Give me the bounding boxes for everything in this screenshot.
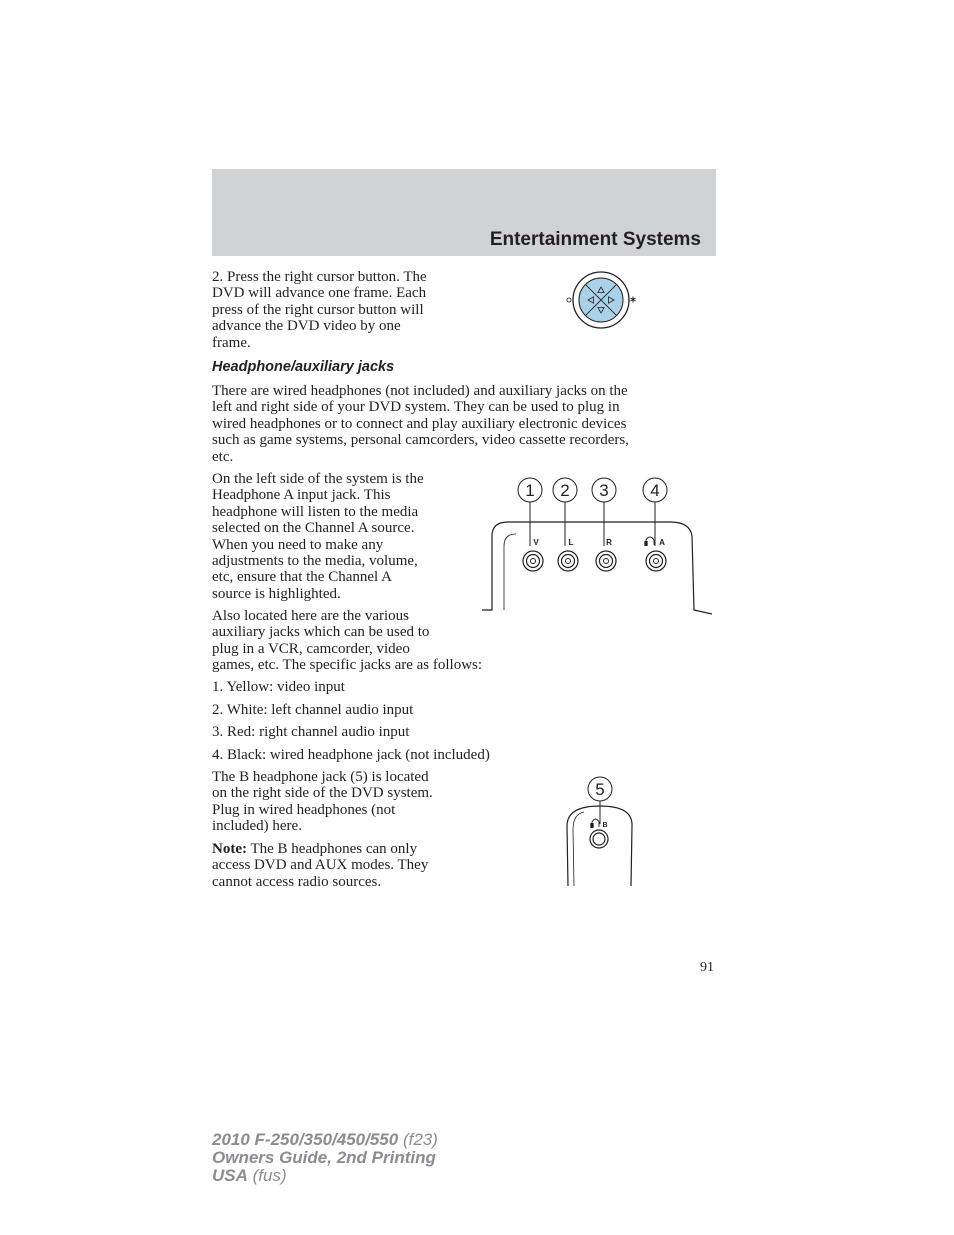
callout-4 xyxy=(643,478,667,546)
video-jack xyxy=(523,551,543,571)
auxiliary-paragraph xyxy=(212,608,482,674)
b-jack-illustration xyxy=(562,774,638,888)
section-header-band xyxy=(212,169,716,256)
text-line: adjustments to the media, volume, xyxy=(212,553,418,570)
jack-label-r: R xyxy=(606,538,612,547)
text-line: 2. Press the right cursor button. The xyxy=(212,269,427,285)
headphone-auxiliary-heading: Headphone/auxiliary jacks xyxy=(212,359,395,375)
text-line: on the right side of the DVD system. xyxy=(212,785,433,802)
list-item: 3. Red: right channel audio input xyxy=(212,724,410,740)
text-line: The B headphone jack (5) is located xyxy=(212,769,429,785)
text-line: etc. xyxy=(212,448,234,465)
callout-3-number: 3 xyxy=(599,481,609,500)
callout-4-number: 4 xyxy=(650,481,660,500)
asterisk-icon xyxy=(630,297,635,303)
text-line: Also located here are the various xyxy=(212,608,409,624)
jack-label-l: L xyxy=(568,538,574,547)
text-line: plug in a VCR, camcorder, video xyxy=(212,640,410,657)
page-number: 91 xyxy=(700,960,714,975)
document-footer xyxy=(212,1131,438,1185)
callout-2-number: 2 xyxy=(560,481,570,500)
section-title: Entertainment Systems xyxy=(489,229,701,250)
text-line: etc, ensure that the Channel A xyxy=(212,569,392,586)
jack-label-b: B xyxy=(602,822,608,829)
footer-market: USA xyxy=(212,1166,248,1185)
left-jacks-illustration xyxy=(480,474,716,620)
text-line: auxiliary jacks which can be used to xyxy=(212,624,430,641)
list-item: 1. Yellow: video input xyxy=(212,679,345,695)
text-line: access DVD and AUX modes. They xyxy=(212,857,429,874)
left-side-paragraph xyxy=(212,471,424,602)
headphone-b-jack xyxy=(590,830,608,848)
text-line: advance the DVD video by one xyxy=(212,318,401,335)
callout-1-number: 1 xyxy=(525,481,535,500)
text-line: Headphone A input jack. This xyxy=(212,487,391,504)
step-2-paragraph xyxy=(212,269,427,351)
jack-label-a: A xyxy=(659,538,665,547)
text-line: selected on the Channel A source. xyxy=(212,520,415,537)
text-line: press of the right cursor button will xyxy=(212,301,424,318)
note-paragraph xyxy=(212,841,428,890)
select-dot-icon xyxy=(567,298,571,302)
left-audio-jack xyxy=(558,551,578,571)
text-line: left and right side of your DVD system. They can be used to plug in xyxy=(212,399,620,416)
right-audio-jack xyxy=(596,551,616,571)
text-line: wired headphones or to connect and play auxiliary electronic devices xyxy=(212,415,627,432)
note-label: Note: xyxy=(212,841,247,857)
footer-market-code: (fus) xyxy=(247,1166,287,1185)
text-line: headphone will listen to the media xyxy=(212,503,419,520)
text-line: games, etc. The specific jacks are as follows: xyxy=(212,657,483,674)
text-line: frame. xyxy=(212,334,251,351)
list-item: 2. White: left channel audio input xyxy=(212,702,414,718)
text-line: On the left side of the system is the xyxy=(212,471,424,487)
callout-3 xyxy=(592,478,616,546)
text-line: When you need to make any xyxy=(212,536,384,553)
footer-model: 2010 F-250/350/450/550 xyxy=(212,1130,399,1149)
footer-edition: Owners Guide, 2nd Printing xyxy=(212,1148,436,1167)
dvd-housing-inner-edge xyxy=(573,812,584,886)
headphone-a-jack xyxy=(646,551,666,571)
text-line: such as game systems, personal camcorders, video cassette recorders, xyxy=(212,432,629,449)
dvd-housing-outline xyxy=(482,522,712,614)
text-line: cannot access radio sources. xyxy=(212,873,382,890)
intro-paragraph xyxy=(212,383,629,465)
callout-2 xyxy=(553,478,577,546)
callout-1 xyxy=(518,478,542,546)
headphone-icon xyxy=(591,819,599,828)
footer-model-code: (f23) xyxy=(398,1130,438,1149)
text-line: included) here. xyxy=(212,818,302,835)
callout-5 xyxy=(588,777,612,824)
callout-5-number: 5 xyxy=(595,780,605,799)
dvd-housing-inner-edge xyxy=(504,534,516,610)
text-line: The B headphones can only xyxy=(246,841,418,857)
text-line: There are wired headphones (not included) and auxiliary jacks on the xyxy=(212,383,628,399)
list-item: 4. Black: wired headphone jack (not included) xyxy=(212,747,490,763)
headphone-icon xyxy=(645,537,654,546)
b-jack-paragraph xyxy=(212,769,433,835)
text-line: source is highlighted. xyxy=(212,585,341,602)
jack-label-v: V xyxy=(533,538,539,547)
text-line: Plug in wired headphones (not xyxy=(212,801,396,818)
text-line: DVD will advance one frame. Each xyxy=(212,285,427,302)
cursor-control-illustration xyxy=(566,267,638,333)
